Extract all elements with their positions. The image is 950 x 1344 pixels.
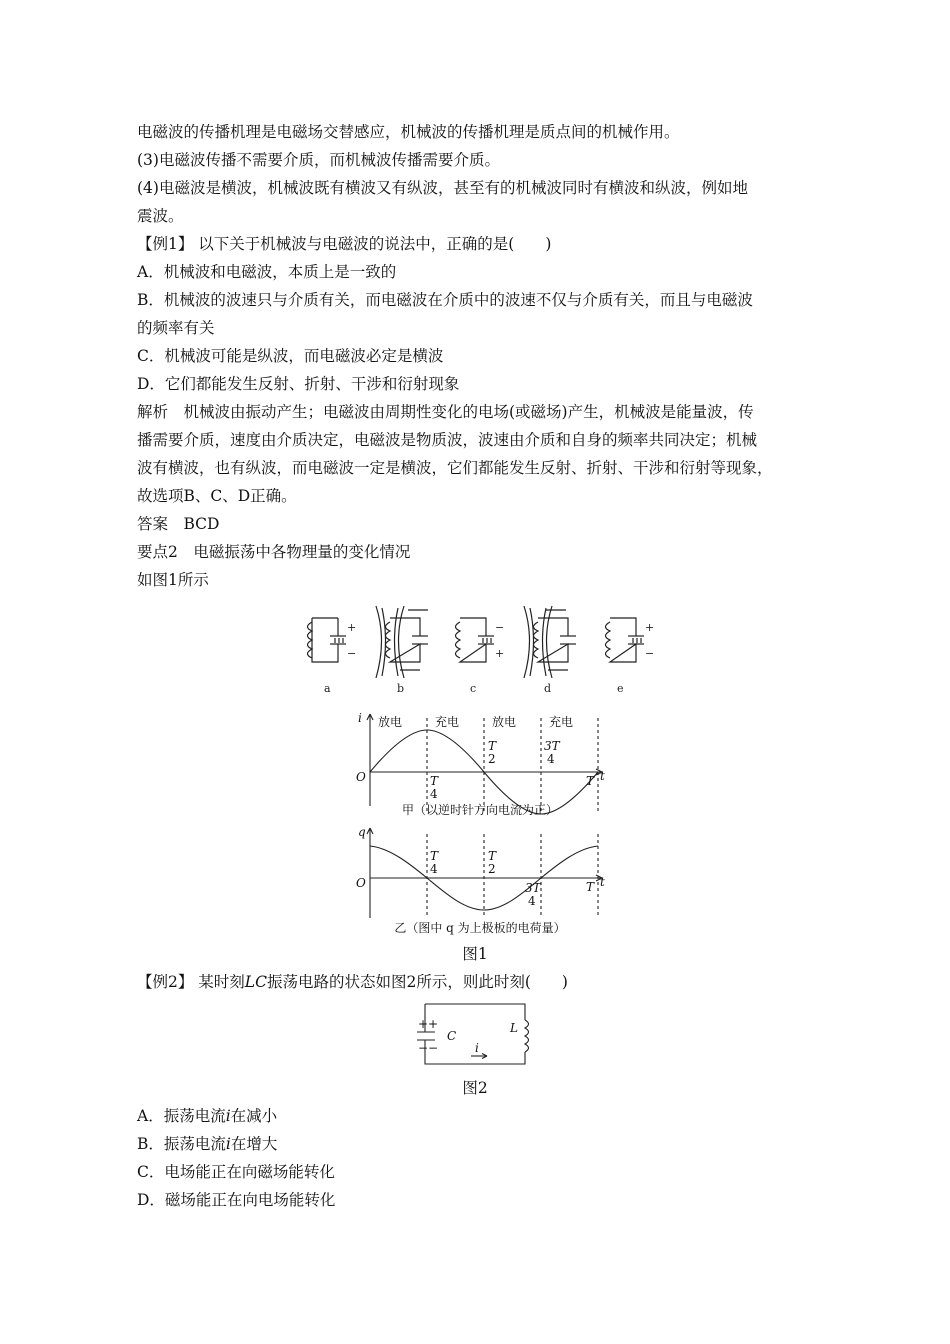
plus-sign: + [428, 1017, 439, 1031]
circuit-label: d [544, 682, 552, 695]
circuit-label: e [617, 682, 624, 695]
graph-charge-caption: 乙（图中 q 为上极板的电荷量） [394, 921, 566, 935]
circuit-a [308, 618, 347, 662]
circuit-label: b [397, 682, 405, 695]
figure-intro: 如图1所示 [137, 571, 209, 589]
axis-y-label: i [358, 711, 362, 725]
origin-label: O [356, 770, 366, 784]
option-b: B．机械波的波速只与介质有关，而电磁波在介质中的波速不仅与介质有关，而且与电磁波 [137, 291, 753, 309]
graph-current-caption: 甲（以逆时针方向电流为正） [401, 803, 558, 817]
phase-label: 充电 [435, 715, 460, 729]
circuit-label: c [470, 682, 477, 695]
tick-t2-num: T [488, 849, 497, 863]
capacitor-label: C [447, 1029, 457, 1043]
plus-sign: + [495, 647, 505, 660]
axis-x-label: t [600, 769, 605, 783]
example-1-stem: 【例1】 以下关于机械波与电磁波的说法中，正确的是( ) [137, 235, 552, 253]
option-c: C．机械波可能是纵波，而电磁波必定是横波 [137, 347, 444, 365]
example-2-stem: 【例2】 某时刻LC振荡电路的状态如图2所示，则此时刻( ) [137, 973, 568, 991]
current-label: i [475, 1041, 479, 1055]
paragraph: 震波。 [137, 207, 184, 225]
figure-2-circuit [415, 1000, 535, 1072]
figure-1-circuits [290, 600, 670, 700]
tick-3t4-num: 3T [544, 739, 560, 753]
circuit-e [606, 618, 645, 662]
minus-sign: − [418, 1041, 429, 1055]
phase-label: 放电 [492, 715, 517, 729]
paragraph: 电磁波的传播机理是电磁场交替感应，机械波的传播机理是质点间的机械作用。 [137, 123, 680, 141]
figure-2-caption: 图2 [462, 1079, 488, 1097]
tick-t4-num: T [430, 849, 439, 863]
option-b: B．振荡电流i在增大 [137, 1135, 278, 1153]
phase-label: 放电 [378, 715, 403, 729]
answer: 答案 BCD [137, 515, 220, 533]
tick-t4-num: T [430, 774, 439, 788]
plus-sign: + [645, 621, 655, 634]
tick-t2-den: 2 [488, 752, 496, 766]
tick-t2-den: 2 [488, 862, 496, 876]
tick-3t4-num: 3T [525, 881, 541, 895]
tick-t4-den: 4 [430, 862, 438, 876]
option-c: C．电场能正在向磁场能转化 [137, 1163, 335, 1181]
analysis: 解析 机械波由振动产生；电磁波由周期性变化的电场(或磁场)产生，机械波是能量波，传 [137, 403, 754, 421]
option-d: D．它们都能发生反射、折射、干涉和衍射现象 [137, 375, 460, 393]
analysis: 故选项B、C、D正确。 [137, 487, 297, 505]
circuit-b [376, 606, 428, 678]
axis-y-label: q [358, 825, 366, 839]
minus-sign: − [428, 1041, 439, 1055]
option-a: A．机械波和电磁波，本质上是一致的 [137, 263, 397, 281]
tick-3t4-den: 4 [528, 894, 536, 908]
minus-sign: − [495, 621, 505, 634]
tick-t2-num: T [488, 739, 497, 753]
tick-t-end: T [586, 774, 595, 788]
circuit-d [524, 606, 576, 678]
option-a: A．振荡电流i在减小 [137, 1107, 278, 1125]
paragraph: (4)电磁波是横波，机械波既有横波又有纵波，甚至有的机械波同时有横波和纵波，例如地 [137, 179, 748, 197]
paragraph: (3)电磁波传播不需要介质，而机械波传播需要介质。 [137, 151, 500, 169]
plus-sign: + [418, 1017, 429, 1031]
minus-sign: − [645, 647, 655, 660]
option-d: D．磁场能正在向电场能转化 [137, 1191, 336, 1209]
section-title: 要点2 电磁振荡中各物理量的变化情况 [137, 543, 411, 561]
option-b-cont: 的频率有关 [137, 319, 215, 337]
tick-3t4-den: 4 [547, 752, 555, 766]
tick-t4-den: 4 [430, 787, 438, 801]
origin-label: O [356, 876, 366, 890]
plus-sign: + [347, 621, 357, 634]
inductor-label: L [510, 1021, 518, 1035]
tick-t-end: T [586, 880, 595, 894]
circuit-label: a [324, 682, 331, 695]
minus-sign: − [347, 647, 357, 660]
graph-charge [350, 824, 610, 924]
phase-label: 充电 [549, 715, 574, 729]
circuit-c [456, 618, 495, 662]
axis-x-label: t [600, 875, 605, 889]
figure-1-caption: 图1 [462, 945, 488, 963]
analysis: 播需要介质，速度由介质决定，电磁波是物质波，波速由介质和自身的频率共同决定；机械 [137, 431, 758, 449]
analysis: 波有横波，也有纵波，而电磁波一定是横波，它们都能发生反射、折射、干涉和衍射等现象， [137, 459, 773, 477]
